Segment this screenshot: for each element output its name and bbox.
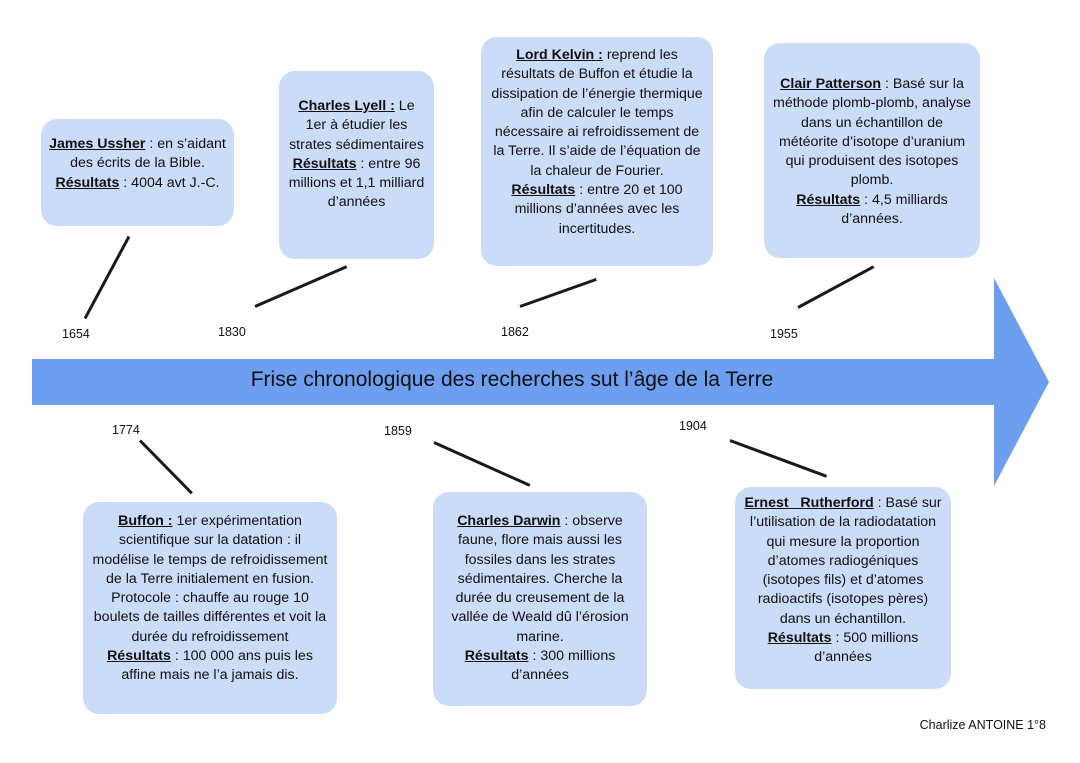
event-card-buffon xyxy=(83,502,337,714)
results-label: Résultats xyxy=(55,174,120,191)
results-label: Résultats xyxy=(767,630,832,647)
year-label-1654: 1654 xyxy=(62,327,90,341)
event-name: James Ussher xyxy=(49,136,146,152)
event-card-darwin xyxy=(433,492,647,706)
event-description: : Basé sur la méthode plomb-plomb, analyse dans un échantillon de météorite d’isotope d’uranium qui produisent des isotopes plomb. xyxy=(773,76,971,189)
event-results: : 500 millions d’années xyxy=(814,630,919,666)
event-card-lyell xyxy=(279,71,434,259)
year-label-1774: 1774 xyxy=(112,423,140,437)
event-results: : 300 millions d’années xyxy=(511,648,616,684)
event-card-ussher xyxy=(41,119,234,226)
event-results: : 4,5 milliards d’années. xyxy=(841,191,948,228)
year-label-1862: 1862 xyxy=(501,325,529,339)
event-description: reprend les résultats de Buffon et étudie la dissipation de l’énergie thermique afin de calculer le temps nécessaire ai refroidissement de la Terre. Il s’aide de l’équation de la chaleur de Fourier. xyxy=(491,47,703,179)
year-label-1859: 1859 xyxy=(384,424,412,438)
event-card-kelvin xyxy=(481,37,713,266)
results-label: Résultats xyxy=(107,648,171,665)
results-label: Résultats xyxy=(511,182,576,199)
event-name: Buffon : xyxy=(118,513,173,529)
event-description: 1er expérimentation scientifique sur la datation : il modélise le temps de refroidissement de la Terre initialement en fusion. Protocole : chauffe au rouge 10 boulets de tailles différentes et voit la durée du refroidissement xyxy=(92,513,328,645)
event-description: : observe faune, flore mais aussi les fossiles dans les strates sédimentaires. Cherche la durée du creusement de la vallée de Weald dû l’érosion marine. xyxy=(451,513,629,645)
event-results: : 4004 avt J.-C. xyxy=(119,174,220,191)
event-name: Lord Kelvin : xyxy=(516,47,603,63)
event-description: : Basé sur l’utilisation de la radiodatation qui mesure la proportion d’atomes radiogéniques (isotopes fils) et d’atomes radioactifs (isotopes pères) dans un échantillon. xyxy=(749,495,942,627)
results-label: Résultats xyxy=(796,191,861,208)
event-description: : en s’aidant des écrits de la Bible. xyxy=(70,136,226,172)
event-name: Ernest Rutherford xyxy=(744,495,874,511)
year-label-1830: 1830 xyxy=(218,325,246,339)
event-card-patterson xyxy=(764,43,980,258)
author-credit: Charlize ANTOINE 1°8 xyxy=(919,718,1046,732)
event-card-rutherford xyxy=(735,487,951,689)
event-results: : 100 000 ans puis les affine mais ne l’a jamais dis. xyxy=(121,648,313,684)
event-description: Le 1er à étudier les strates sédimentaires xyxy=(289,98,424,153)
year-label-1904: 1904 xyxy=(679,419,707,433)
event-name: Clair Patterson xyxy=(780,76,882,92)
results-label: Résultats xyxy=(464,648,529,665)
event-results: : entre 20 et 100 millions d’années avec les incertitudes. xyxy=(514,182,683,237)
event-name: Charles Lyell : xyxy=(298,98,395,114)
results-label: Résultats xyxy=(292,155,357,172)
event-results: : entre 96 millions et 1,1 milliard d’années xyxy=(288,155,425,211)
year-label-1955: 1955 xyxy=(770,327,798,341)
timeline-title: Frise chronologique des recherches sut l’âge de la Terre xyxy=(250,368,774,391)
event-name: Charles Darwin xyxy=(457,513,561,529)
